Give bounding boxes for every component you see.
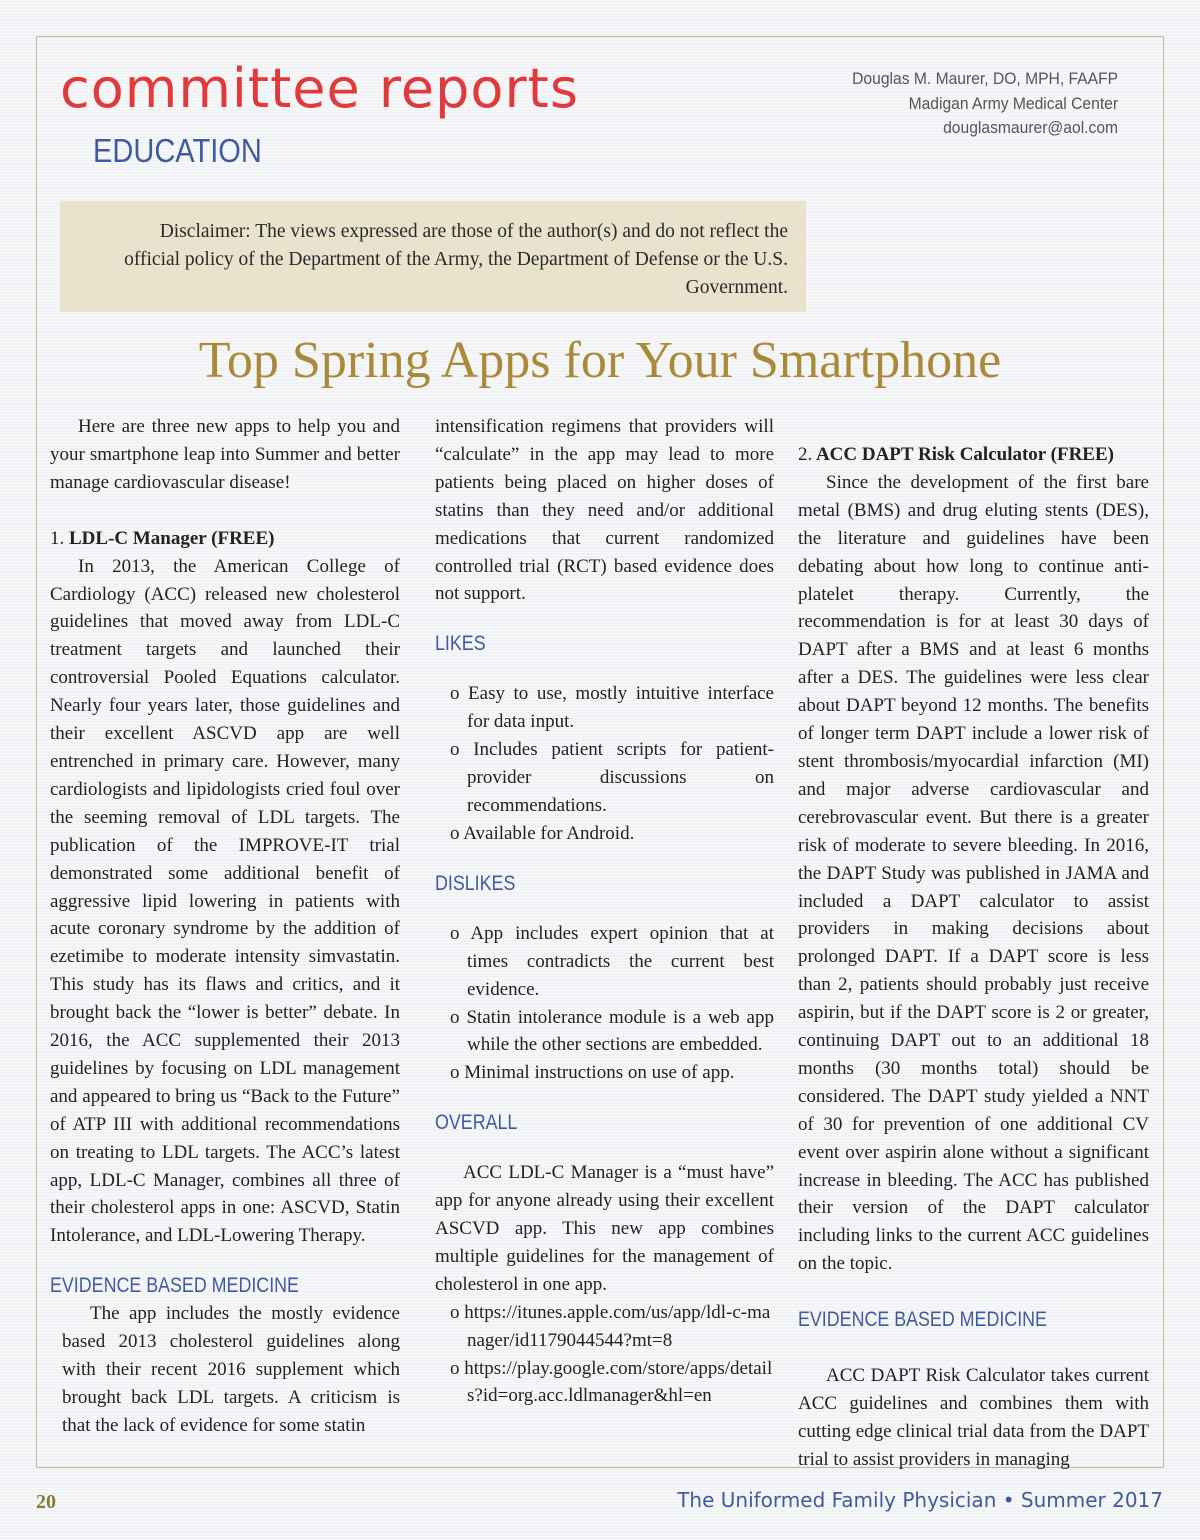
ebm-heading-1: EVIDENCE BASED MEDICINE [50, 1274, 299, 1298]
app2-heading [798, 441, 1149, 469]
app1-body-continued: intensification regimens that providers will “calculate” in the app may lead to more patients being placed on higher doses of statins than they need and/or additional medications that current randomized controlled trial (RCT) based evidence does not support. [435, 416, 774, 605]
column-3 [798, 413, 1149, 1474]
dislikes-item: o App includes expert opinion that at times contradicts the current best evidence. [450, 922, 774, 1000]
likes-item: o Easy to use, mostly intuitive interface for data input. [450, 683, 774, 733]
likes-heading: LIKES [435, 632, 486, 656]
app2-title: ACC DAPT Risk Calculator (FREE) [815, 444, 1114, 465]
dislikes-item: o Minimal instructions on use of app. [450, 1062, 735, 1084]
ebm-body-2: ACC DAPT Risk Calculator takes current ACC guidelines and combines them with cutting edge clinical trial data from the DAPT trial to assist providers in managing [798, 1365, 1149, 1470]
dislikes-item: o Statin intolerance module is a web app while the other sections are embedded. [450, 1006, 774, 1056]
author-email[interactable]: douglasmaurer@aol.com [943, 118, 1118, 137]
app2-body: Since the development of the first bare metal (BMS) and drug eluting stents (DES), the literature and guidelines have been debating about how long to continue anti-platelet therapy. Currently, the recommendation is for at least 30 days of DAPT after a BMS and at least 6 months after a DES. The guidelines were less clear about DAPT beyond 12 months. The benefits of longer term DAPT include a lower risk of stent thrombosis/myocardial infarction (MI) and major adverse cardiovascular and cerebrovascular event. But there is a greater risk of moderate to severe bleeding. In 2016, the DAPT Study was published in JAMA and included a DAPT calculator to assist providers in making decisions about prolonged DAPT. If a DAPT score is less than 2, patients should probably just receive aspirin, but if the DAPT score is 2 or greater, continuing DAPT out to an additional 18 months (30 months total) should be considered. The DAPT study yielded a NNT of 30 for prevention of one additional CV event over aspirin alone without a significant increase in bleeding. The ACC has published their version of the DAPT calculator including links to the current ACC guidelines on the topic. [798, 471, 1149, 1275]
app1-body: In 2013, the American College of Cardiology (ACC) released new cholesterol guidelines that moved away from LDL-C treatment targets and launched their controversial Pooled Equations calculator. Nearly four years later, those guidelines and their excellent ASCVD app are well entrenched in primary care. However, many cardiologists and lipidologists cried foul over the seeming removal of LDL targets. The publication of the IMPROVE-IT trial demonstrated some additional benefit of aggressive lipid lowering in patients with acute coronary syndrome by the addition of ezetimibe to moderate intensity simvastatin. This study has its flaws and critics, and it brought back the “lower is better” debate. In 2016, the ACC supplemented their 2013 guidelines by focusing on LDL management and appeared to bring us “Back to the Future” of ATP III with additional recommendations on treating to LDL targets. The ACC’s latest app, LDL-C Manager, combines all three of their cholesterol apps in one: ASCVD, Statin Intolerance, and LDL-Lowering Therapy. [50, 555, 400, 1247]
app1-title: LDL-C Manager (FREE) [69, 527, 275, 549]
author-org: Madigan Army Medical Center [908, 93, 1118, 113]
column-1 [50, 413, 400, 1440]
app2-number: 2. [798, 444, 813, 465]
column-2 [435, 413, 774, 1410]
app1-heading [50, 525, 400, 553]
author-name: Douglas M. Maurer, DO, MPH, FAAFP [852, 69, 1118, 88]
section-label: EDUCATION [93, 132, 262, 169]
ebm-heading-2: EVIDENCE BASED MEDICINE [798, 1308, 1047, 1332]
page-number: 20 [36, 1491, 56, 1513]
author-block [829, 67, 1118, 141]
likes-item: o Available for Android. [450, 822, 635, 844]
article-title: Top Spring Apps for Your Smartphone [198, 332, 1002, 389]
disclaimer-box: Disclaimer: The views expressed are those of the author(s) and do not reflect the official policy of the Department of the Army, the Department of Defense or the U.S. Government. [60, 201, 806, 312]
intro-paragraph: Here are three new apps to help you and your smartphone leap into Summer and better manage cardiovascular disease! [50, 416, 400, 493]
ebm-body-1: The app includes the mostly evidence based 2013 cholesterol guidelines along with their recent 2016 supplement which brought back LDL targets. A criticism is that the lack of evidence for some statin [62, 1303, 400, 1436]
dislikes-heading: DISLIKES [435, 871, 516, 895]
google-play-link[interactable]: o https://play.google.com/store/apps/details?id=org.acc.ldlmanager&hl=en [450, 1357, 773, 1407]
publication-footer: The Uniformed Family Physician • Summer 2017 [677, 1488, 1163, 1512]
likes-item: o Includes patient scripts for patient-provider discussions on recommendations. [450, 739, 774, 816]
app1-number: 1. [50, 527, 65, 549]
overall-body: ACC LDL-C Manager is a “must have” app for anyone already using their excellent ASCVD app. This new app combines multiple guidelines for the management of cholesterol in one app. [435, 1162, 774, 1295]
itunes-link[interactable]: o https://itunes.apple.com/us/app/ldl-c-manager/id1179044544?mt=8 [450, 1301, 771, 1351]
kicker-title: committee reports [60, 57, 579, 120]
overall-heading: OVERALL [435, 1111, 518, 1135]
